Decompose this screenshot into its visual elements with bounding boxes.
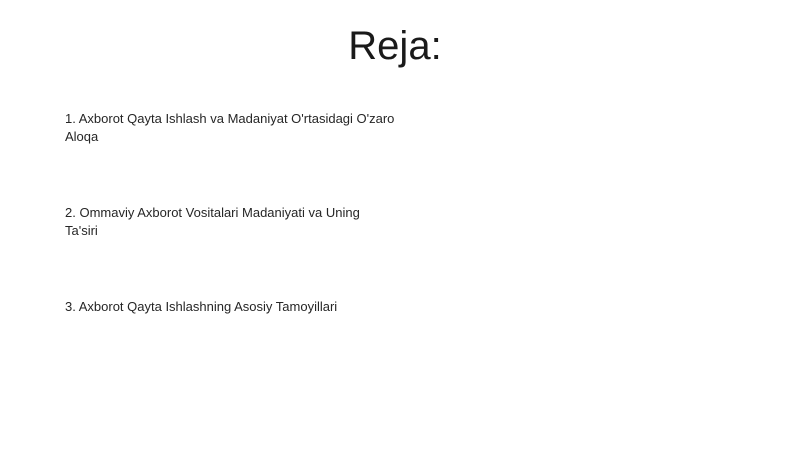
agenda-item-1: 1. Axborot Qayta Ishlash va Madaniyat O'rtasidagi O'zaro Aloqa — [65, 111, 395, 144]
agenda-item-3: 3. Axborot Qayta Ishlashning Asosiy Tamoyillari — [65, 299, 338, 314]
slide-title: Reja: — [348, 24, 442, 68]
agenda-item-2: 2. Ommaviy Axborot Vositalari Madaniyati va Uning Ta'siri — [65, 205, 360, 238]
